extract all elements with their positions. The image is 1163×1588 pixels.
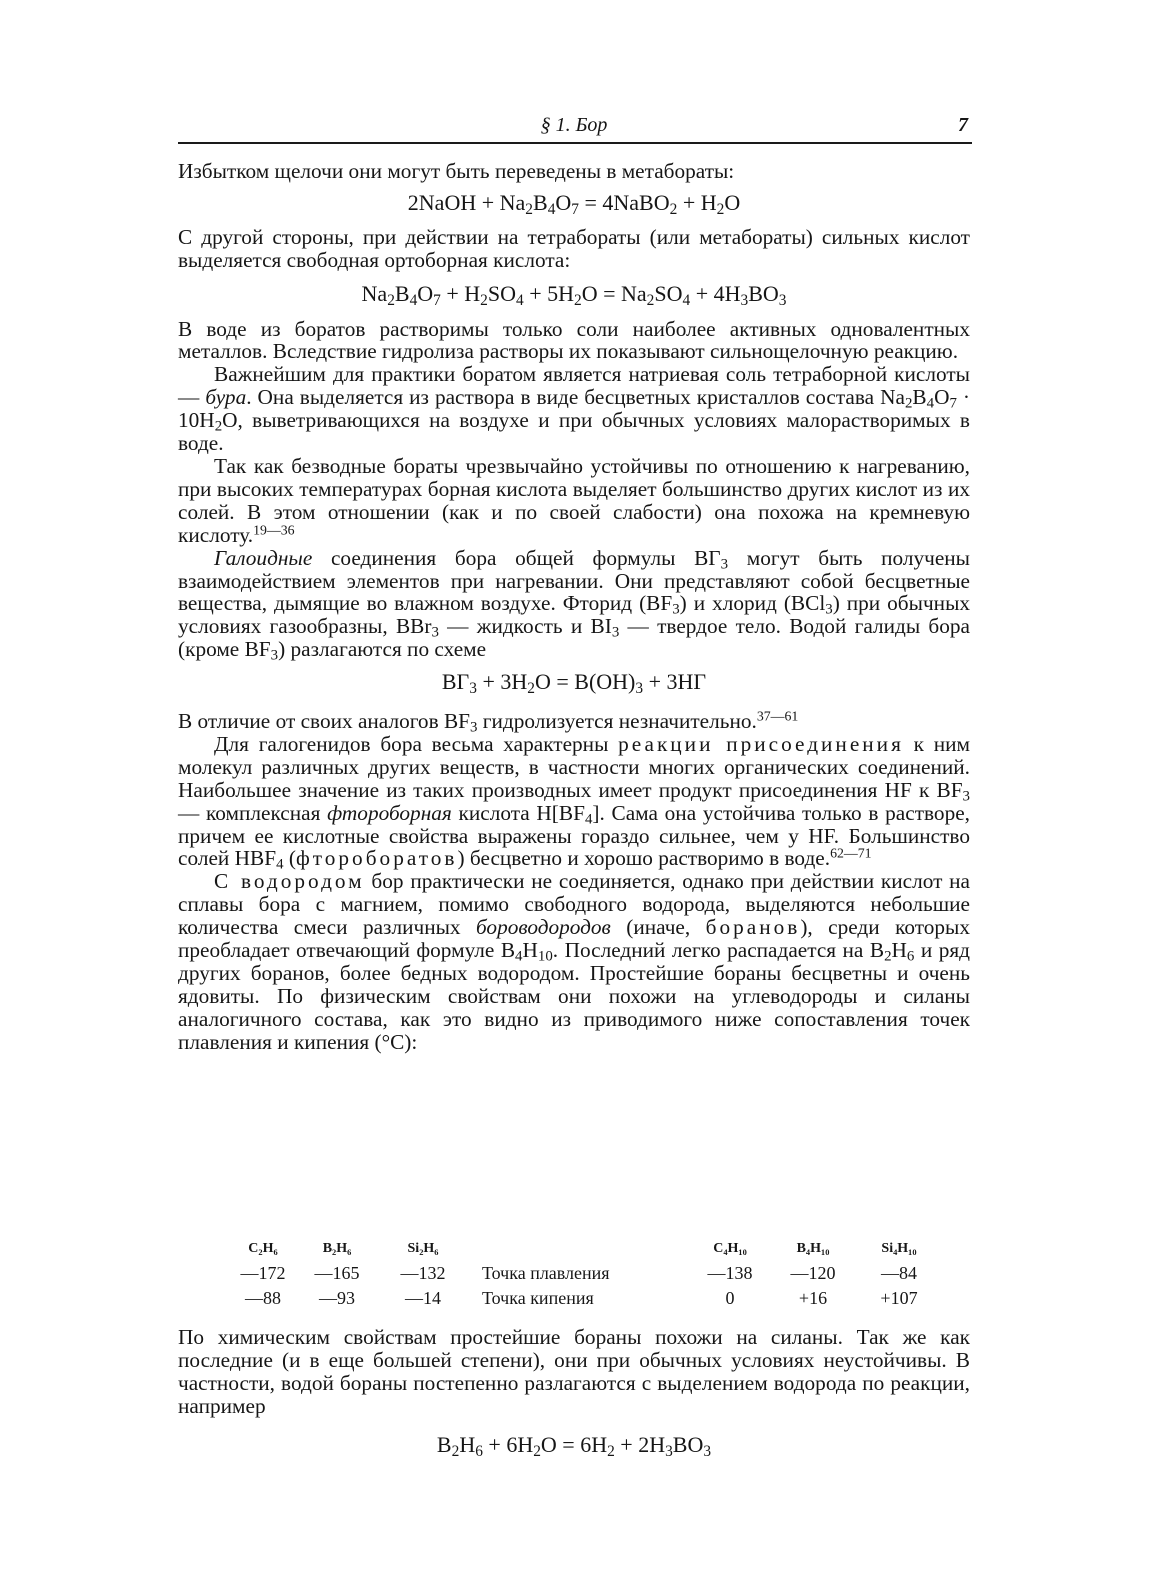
paragraph: С водородом бор практически не соединяется, однако при действии кислот на сплавы бора с магнием, помимо свободного водорода, выделяются небольшие количества смеси различных бороводородов (иначе, боранов), среди которых преобладает отвечающий формуле $B_4H_{10}$. Последний легко распадается на $B_2H_6$ и ряд других боранов, более бедных водородом. Простейшие бораны бесцветны и очень ядовиты. По физическим свойствам они похожи на углеводороды и силаны аналогичного состава, как это видно из приводимого ниже сопоставления точек плавления и кипения (°С):	[178, 869, 970, 1054]
equation: $BГ_3 + 3H_2O = B(OH)_3 + 3HГ$	[441, 669, 707, 697]
table-row: —88 —93 —14 Точка кипения 0 +16 +107	[245, 1288, 918, 1308]
equation: $Na_2B_4O_7 + H_2SO_4 + 5H_2O = Na_2SO_4 + 4H_3BO_3$	[361, 280, 787, 309]
header-rule	[178, 142, 972, 144]
table-row: —172 —165 —132 Точка плавления —138 —120 —84	[240, 1263, 917, 1283]
paragraph: Так как безводные бораты чрезвычайно устойчивы по отношению к нагреванию, при высоких температурах борная кислота выделяет большинство других кислот из их солей. В этом отношении (как и по своей слабости) она похожа на кремневую кислоту.$^{19—36}$	[178, 453, 970, 547]
paragraph: Галоидные соединения бора общей формулы $BГ_3$ могут быть получены взаимодействием элементов при нагревании. Они представляют собой бесцветные вещества, дымящие во влажном воздухе. Фторид $(BF_3)$ и хлорид (BCl$_3$) при обычных условиях газообразны, BBr$_3$ — жидкость и $BI_3$ — твердое тело. Водой галиды бора (кроме $BF_3$) разлагаются по схеме	[178, 545, 971, 664]
paragraph: В отличие от своих аналогов $BF_3$ гидролизуется незначительно.$^{37—61}$	[178, 708, 799, 736]
paragraph: Важнейшим для практики боратом является натриевая соль тетраборной кислоты — бура. Она выделяется из раствора в виде бесцветных кристаллов состава $Na_2B_4O_7 \cdot 10H_2O$, выветривающихся на воздухе и при обычных условиях малорастворимых в воде.	[178, 362, 971, 456]
boiling-point-table	[232, 1236, 942, 1311]
table-row: C₂H₆ B₂H₆ Si₂H₆ C₄H₁₀ B₄H₁₀ Si₄H₁₀	[248, 1240, 917, 1256]
reference: 37—61	[756, 708, 799, 724]
paragraph: Для галогенидов бора весьма характерны реакции присоединения к ним молекул различных других веществ, в частности многих органических соединений. Наибольшее значение из таких производных имеет продукт присоединения HF к $BF_3$ — комплексная фтороборная кислота $H[BF_4]$. Сама она устойчива только в растворе, причем ее кислотные свойства выражены гораздо сильнее, чем у HF. Большинство солей $HBF_4$ (фтороборатов) бесцветно и хорошо растворимо в воде.$^{62—71}$	[178, 731, 971, 874]
body-text-2	[178, 1325, 970, 1460]
body-text	[178, 160, 970, 1054]
running-header	[178, 114, 970, 142]
paragraph: В воде из боратов растворимы только соли наиболее активных одновалентных металлов. Вследствие гидролиза растворы их показывают сильнощелочную реакцию.	[178, 316, 970, 364]
paragraph: Избытком щелочи они могут быть переведены в метабораты:	[178, 159, 735, 183]
paragraph: По химическим свойствам простейшие бораны похожи на силаны. Так же как последние (и в еще большей степени), они при обычных условиях неустойчивы. В частности, водой бораны постепенно разлагаются с выделением водорода по реакции, например	[178, 1325, 970, 1418]
page-number: 7	[958, 114, 968, 136]
reference: 62—71	[830, 845, 872, 861]
paragraph: С другой стороны, при действии на тетрабораты (или метабораты) сильных кислот выделяется свободная ортоборная кислота:	[178, 224, 970, 272]
equation: 2NaOH + $Na_2B_4O_7$ = 4NaBO$_2$ + $H_2O$	[407, 189, 741, 218]
equation: $B_2H_6 + 6H_2O = 6H_2 + 2H_3BO_3$	[436, 1431, 712, 1460]
reference: 19—36	[253, 522, 295, 538]
section-title: § 1. Бор	[540, 114, 608, 136]
